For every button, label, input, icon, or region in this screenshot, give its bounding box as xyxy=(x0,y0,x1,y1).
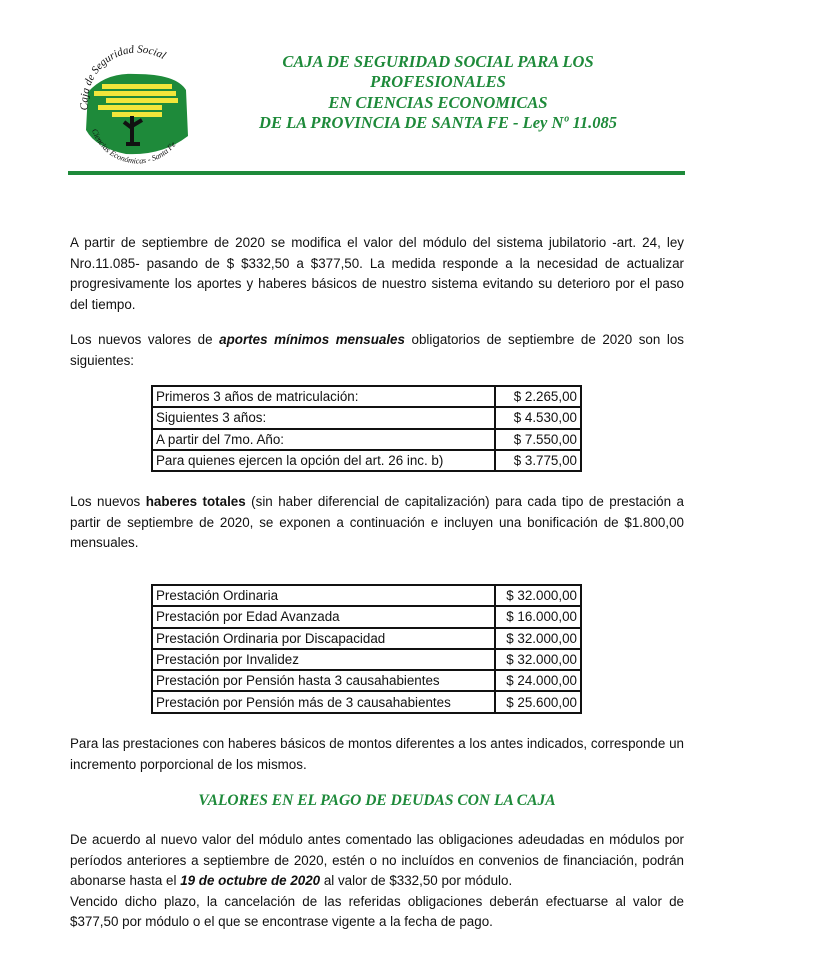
header-line: DE LA PROVINCIA DE SANTA FE - Ley Nº 11.085 xyxy=(259,112,617,132)
aporte-amount: $ 3.775,00 xyxy=(495,450,581,471)
text: Los nuevos xyxy=(70,494,146,509)
header-line: CAJA DE SEGURIDAD SOCIAL PARA LOS xyxy=(282,52,594,71)
aporte-label: A partir del 7mo. Año: xyxy=(152,429,495,450)
table-row xyxy=(152,585,581,606)
haber-amount: $ 16.000,00 xyxy=(495,606,581,627)
table-row xyxy=(152,450,581,471)
table-row xyxy=(152,628,581,649)
aporte-label: Para quienes ejercen la opción del art. 26 inc. b) xyxy=(152,450,495,471)
haber-amount: $ 25.600,00 xyxy=(495,691,581,712)
emphasis-text: aportes mínimos mensuales xyxy=(219,332,405,347)
haber-label: Prestación Ordinaria por Discapacidad xyxy=(152,628,495,649)
paragraph-module-value: A partir de septiembre de 2020 se modifica el valor del módulo del sistema jubilatorio -art. 24, ley Nro.11.085- pasando de $ $332,50 a $377,50. La medida responde a la necesidad de actualizar progresivamente los aportes y haberes básicos de nuestro sistema evitando su deterioro por el paso del tiempo. xyxy=(70,235,684,312)
haber-label: Prestación por Pensión más de 3 causahabientes xyxy=(152,691,495,712)
text: Los nuevos valores de xyxy=(70,332,220,347)
aporte-label: Siguientes 3 años: xyxy=(152,407,495,428)
text: obligatorios de septiembre de 2020 son los siguientes: xyxy=(70,332,684,368)
strong-text: haberes totales xyxy=(145,494,246,509)
table-row xyxy=(152,407,581,428)
paragraph-haberes-intro xyxy=(70,492,684,554)
logo-text-top: Caja de Seguridad Social xyxy=(78,44,168,111)
haber-amount: $ 32.000,00 xyxy=(495,585,581,606)
aporte-amount: $ 2.265,00 xyxy=(495,386,581,407)
aporte-amount: $ 7.550,00 xyxy=(495,429,581,450)
table-row xyxy=(152,649,581,670)
text-vencido: Vencido dicho plazo, la cancelación de las referidas obligaciones deberán efectuarse al valor de $377,50 por módulo o el que se encontrase vigente a la fecha de pago. xyxy=(70,893,684,930)
table-row xyxy=(152,386,581,407)
table-row xyxy=(152,670,581,691)
emphasis-date: 19 de octubre de 2020 xyxy=(180,873,321,889)
aportes-table xyxy=(151,385,582,472)
haber-label: Prestación Ordinaria xyxy=(152,585,495,606)
header-line: PROFESIONALES xyxy=(370,72,506,92)
header-divider xyxy=(68,171,685,175)
haber-amount: $ 32.000,00 xyxy=(495,649,581,670)
logo xyxy=(66,44,206,174)
table-row xyxy=(152,429,581,450)
text: De acuerdo al nuevo valor del módulo antes comentado las obligaciones adeudadas en módulos por períodos anteriores a septiembre de 2020, estén o no incluídos en convenios de financiación, podrán abonarse hasta el xyxy=(70,832,684,889)
aporte-label: Primeros 3 años de matriculación: xyxy=(152,386,495,407)
paragraph-proportional: Para las prestaciones con haberes básicos de montos diferentes a los antes indicados, corresponde un incremento porporcional de los mismos. xyxy=(70,736,684,772)
table-row xyxy=(152,606,581,627)
aporte-amount: $ 4.530,00 xyxy=(495,407,581,428)
haber-amount: $ 24.000,00 xyxy=(495,670,581,691)
header-line: EN CIENCIAS ECONOMICAS xyxy=(328,92,548,112)
text: (sin haber diferencial de capitalización) para cada tipo de prestación a partir de septiembre de 2020, se exponen a continuación e incluyen una bonificación de $1.800,00 mensuales. xyxy=(70,494,684,551)
section-title: VALORES EN EL PAGO DE DEUDAS CON LA CAJA xyxy=(198,792,556,809)
text: al valor de $332,50 por módulo. xyxy=(320,873,513,889)
table-row xyxy=(152,691,581,712)
header-title xyxy=(218,52,658,133)
haber-label: Prestación por Edad Avanzada xyxy=(152,606,495,627)
logo-text-bottom: Ciencias Económicas - Santa Fe xyxy=(90,127,178,166)
haber-label: Prestación por Invalidez xyxy=(152,649,495,670)
haber-amount: $ 32.000,00 xyxy=(495,628,581,649)
haberes-table xyxy=(151,584,582,714)
haber-label: Prestación por Pensión hasta 3 causahabientes xyxy=(152,670,495,691)
paragraph-debts xyxy=(70,830,684,933)
paragraph-aportes-intro xyxy=(70,330,684,371)
